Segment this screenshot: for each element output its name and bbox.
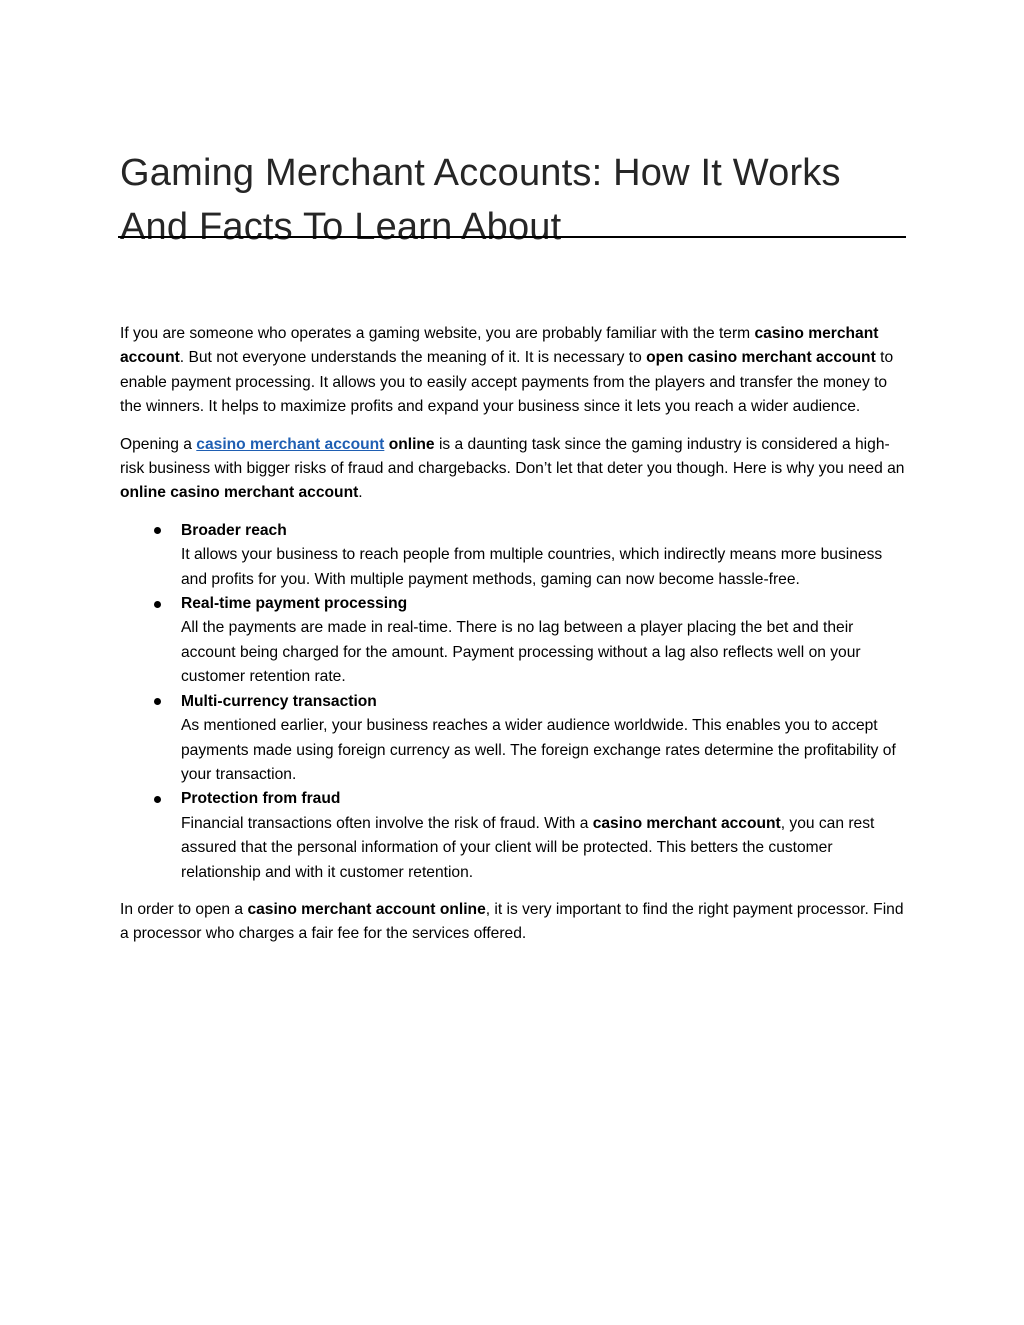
closing-paragraph: In order to open a casino merchant account online, it is very important to find the right payment processor. Find a processor who charges a fair fee for the services offered. xyxy=(120,900,904,943)
list-item xyxy=(120,519,906,592)
casino-merchant-account-link[interactable]: casino merchant account xyxy=(196,435,385,453)
bold-term: online xyxy=(388,435,435,453)
bold-term: casino merchant account xyxy=(592,814,781,832)
bullet-icon xyxy=(154,601,161,608)
list-item-title: Broader reach xyxy=(181,521,287,539)
list-item xyxy=(120,787,906,885)
page-title: Gaming Merchant Accounts: How It Works And Facts To Learn About xyxy=(120,152,841,249)
list-item xyxy=(120,592,906,690)
bullet-icon xyxy=(154,527,161,534)
bullet-icon xyxy=(154,796,161,803)
intro-paragraph: If you are someone who operates a gaming website, you are probably familiar with the term casino merchant account. But not everyone understands the meaning of it. It is necessary to open casino merchant account to enable payment processing. It allows you to easily accept payments from the players and transfer the money to the winners. It helps to maximize profits and expand your business since it lets you reach a wider audience. xyxy=(120,325,894,416)
bold-term: online casino merchant account xyxy=(120,484,359,502)
list-item-text: All the payments are made in real-time. There is no lag between a player placing the bet and their account being charged for the amount. Payment processing without a lag also reflects well on your customer retention rate. xyxy=(181,619,861,686)
bold-term: casino merchant account online xyxy=(247,900,486,918)
list-item-text: Financial transactions often involve the risk of fraud. With a casino merchant account, you can rest assured that the personal information of your client will be protected. This betters the customer relationship and with it customer retention. xyxy=(181,814,875,881)
benefits-list xyxy=(120,519,906,885)
bold-term: casino merchant account xyxy=(120,325,879,367)
list-item-title: Protection from fraud xyxy=(181,790,341,808)
document-body xyxy=(120,322,906,960)
bold-term: open casino merchant account xyxy=(646,349,876,367)
list-item-title: Real-time payment processing xyxy=(181,595,408,613)
title-divider xyxy=(118,236,906,238)
opening-paragraph: Opening a casino merchant account online is a daunting task since the gaming industry is considered a high-risk business with bigger risks of fraud and chargebacks. Don’t let that deter you though. Here is why you need an online casino merchant account. xyxy=(120,435,905,502)
list-item-text: It allows your business to reach people from multiple countries, which indirectly means more business and profits for you. With multiple payment methods, gaming can now become hassle-free. xyxy=(181,546,883,588)
list-item-text: As mentioned earlier, your business reaches a wider audience worldwide. This enables you to accept payments made using foreign currency as well. The foreign exchange rates determine the profitability of your transaction. xyxy=(181,717,896,783)
list-item-title: Multi-currency transaction xyxy=(181,692,377,710)
list-item xyxy=(120,690,906,788)
bullet-icon xyxy=(154,698,161,705)
